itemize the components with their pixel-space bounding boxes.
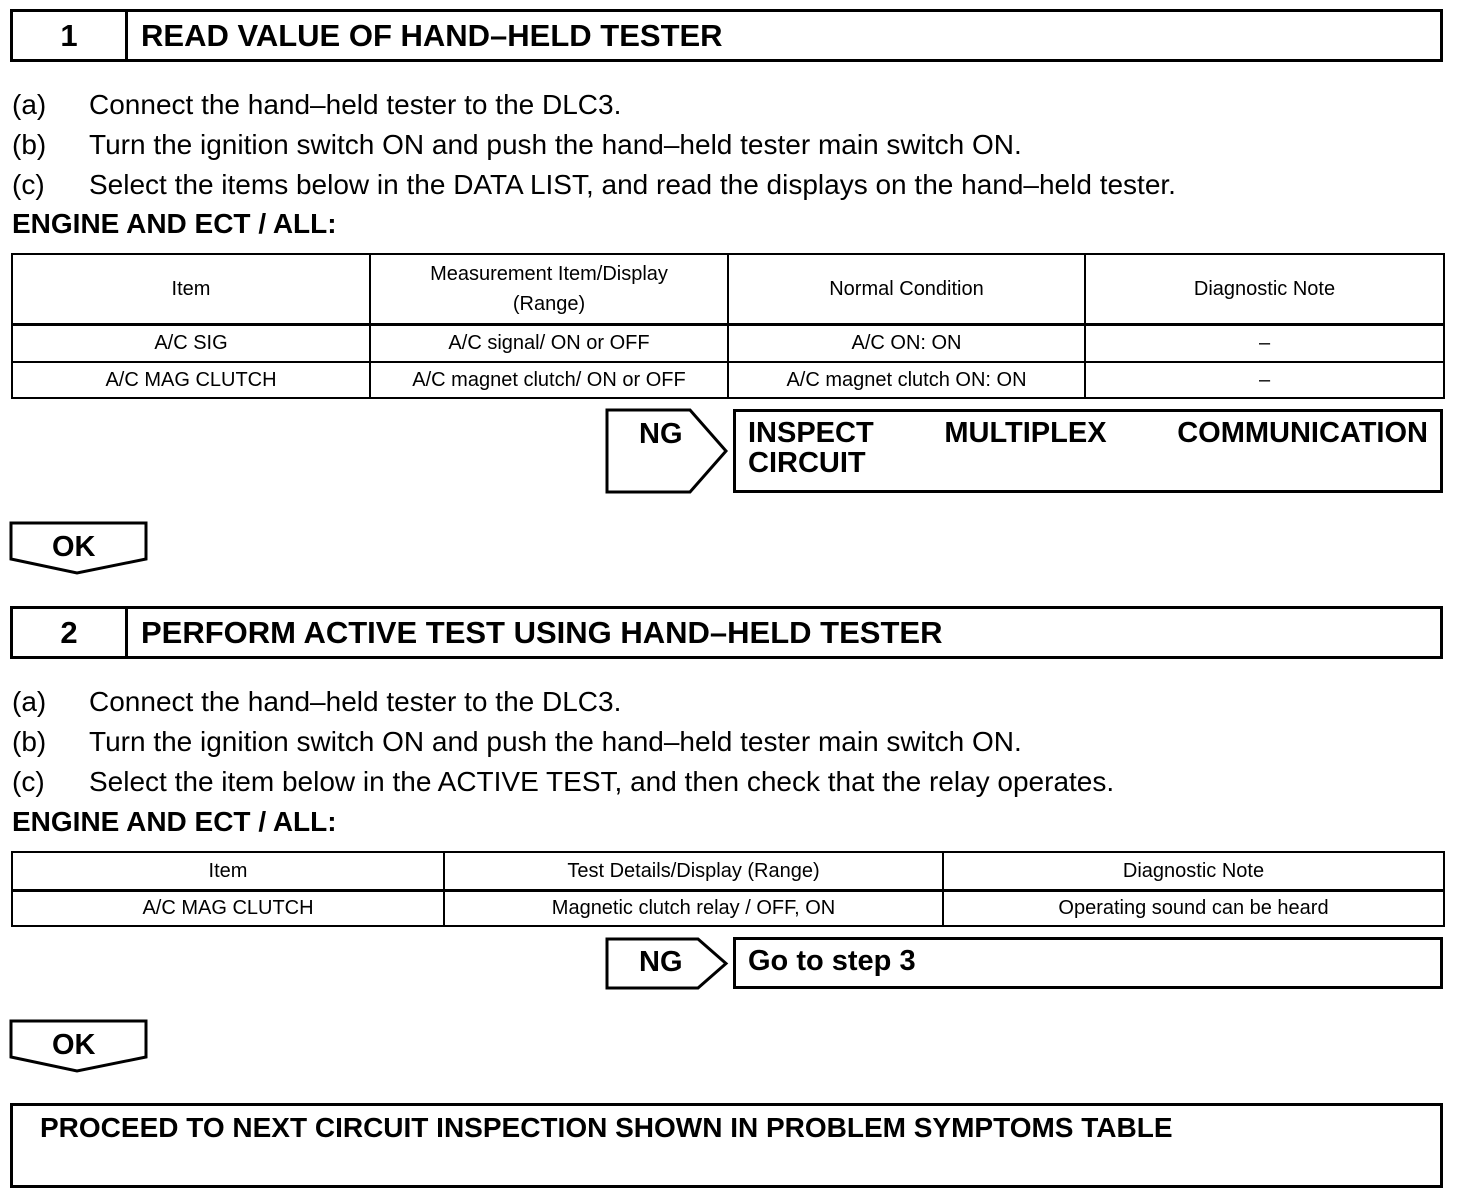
table-header-cell: Normal Condition (728, 254, 1085, 324)
instruction-text: Turn the ignition switch ON and push the hand–held tester main switch ON. (89, 726, 1022, 757)
step-1-data-table (11, 253, 1445, 399)
step-2-ng-result: Go to step 3 (733, 937, 1443, 989)
table-cell: A/C magnet clutch/ ON or OFF (370, 362, 728, 398)
table-header-line: Measurement Item/Display (430, 262, 668, 285)
step-2-ng-label: NG (639, 946, 683, 978)
table-header-row (12, 254, 1444, 324)
step-2-instruction-c (12, 766, 1114, 798)
instruction-letter: (a) (12, 686, 47, 717)
instruction-letter: (c) (12, 766, 45, 797)
step-2-number: 2 (13, 609, 128, 656)
table-header-cell: Diagnostic Note (943, 852, 1444, 890)
step-2-section-label: ENGINE AND ECT / ALL: (12, 806, 337, 837)
table-cell: A/C MAG CLUTCH (12, 362, 370, 398)
table-header-cell (370, 254, 728, 324)
table-header-row (12, 852, 1444, 890)
step-1-ng-label: NG (639, 418, 683, 450)
step-1-header (10, 9, 1443, 62)
table-cell: Operating sound can be heard (943, 890, 1444, 926)
table-cell: – (1085, 324, 1444, 362)
instruction-letter: (a) (12, 89, 47, 120)
final-instruction-box: PROCEED TO NEXT CIRCUIT INSPECTION SHOWN IN PROBLEM SYMPTOMS TABLE (10, 1103, 1443, 1188)
ng-result-line: INSPECT MULTIPLEX COMMUNICATION (748, 417, 1428, 449)
table-cell: – (1085, 362, 1444, 398)
table-row (12, 324, 1444, 362)
step-2-active-test-table (11, 851, 1445, 927)
step-1-instruction-b (12, 129, 1022, 161)
step-2-instruction-a (12, 686, 621, 718)
table-header-cell: Item (12, 254, 370, 324)
instruction-text: Connect the hand–held tester to the DLC3. (89, 89, 622, 120)
ng-result-line: CIRCUIT (748, 447, 866, 479)
table-cell: A/C signal/ ON or OFF (370, 324, 728, 362)
step-1-instruction-c (12, 169, 1176, 201)
table-cell: A/C ON: ON (728, 324, 1085, 362)
step-1-ng-result (733, 409, 1443, 493)
table-row (12, 362, 1444, 398)
step-2-header (10, 606, 1443, 659)
step-1-number: 1 (13, 12, 128, 59)
step-2-instruction-b (12, 726, 1022, 758)
table-header-cell: Diagnostic Note (1085, 254, 1444, 324)
instruction-letter: (b) (12, 726, 47, 757)
step-2-ok-label: OK (52, 1029, 96, 1061)
table-cell: Magnetic clutch relay / OFF, ON (444, 890, 943, 926)
step-1-title: READ VALUE OF HAND–HELD TESTER (141, 17, 723, 53)
table-cell: A/C MAG CLUTCH (12, 890, 444, 926)
table-header-line: (Range) (512, 292, 586, 315)
table-header-cell: Item (12, 852, 444, 890)
step-2-title: PERFORM ACTIVE TEST USING HAND–HELD TESTER (141, 614, 943, 650)
step-1-ok-label: OK (52, 531, 96, 563)
table-row (12, 890, 1444, 926)
instruction-letter: (b) (12, 129, 47, 160)
step-1-section-label: ENGINE AND ECT / ALL: (12, 208, 337, 239)
step-1-instruction-a (12, 89, 621, 121)
instruction-text: Connect the hand–held tester to the DLC3. (89, 686, 622, 717)
table-header-cell: Test Details/Display (Range) (444, 852, 943, 890)
instruction-text: Turn the ignition switch ON and push the hand–held tester main switch ON. (89, 129, 1022, 160)
table-cell: A/C SIG (12, 324, 370, 362)
instruction-text: Select the item below in the ACTIVE TEST, and then check that the relay operates. (89, 766, 1115, 797)
instruction-letter: (c) (12, 169, 45, 200)
table-cell: A/C magnet clutch ON: ON (728, 362, 1085, 398)
instruction-text: Select the items below in the DATA LIST, and read the displays on the hand–held tester. (89, 169, 1176, 200)
